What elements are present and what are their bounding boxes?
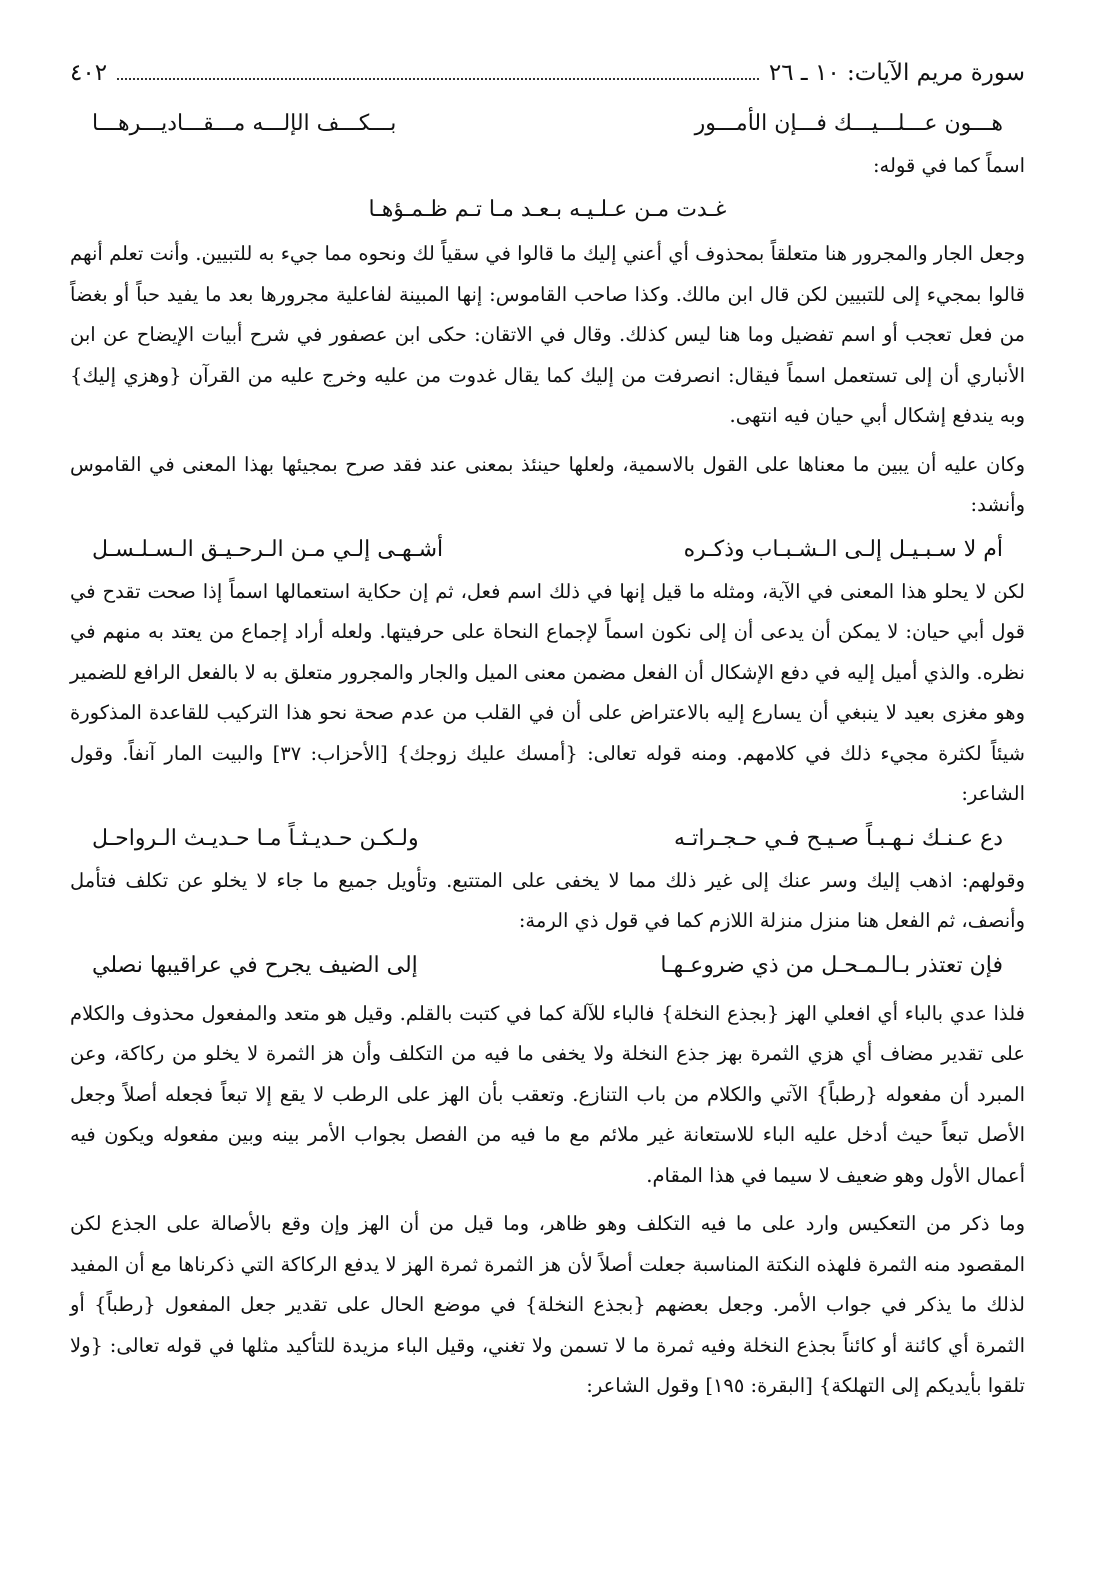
verse-second-hemistich: أشـهـى إلـي مـن الـرحـيـق الـسـلـسـل xyxy=(92,536,444,562)
verse-second-hemistich: ولـكـن حـديـثـاً مـا حـديـث الـرواحـل xyxy=(92,825,419,851)
poem-verse xyxy=(92,946,1003,986)
dotted-leader xyxy=(117,78,759,80)
running-title: سورة مريم الآيات: ١٠ ـ ٢٦ xyxy=(768,60,1025,86)
verse-first-hemistich: أم لا سـبـيـل إلـى الـشـبـاب وذكـره xyxy=(683,536,1003,562)
verse-second-hemistich: بـــكـــف الإلـــه مـــقـــاديـــرهـــا xyxy=(92,111,397,136)
page-number: ٤٠٢ xyxy=(70,60,108,86)
paragraph: وجعل الجار والمجرور هنا متعلقاً بمحذوف أي أعني إليك ما قالوا في سقياً لك ونحوه مما جيء به للتبيين. وأنت تعلم أنهم قالوا بمجيء إلى للتبيين لكن قال ابن مالك. وكذا صاحب القاموس: إنها المبينة لفاعلية مجرورها بعد ما يفيد حباً أو بغضاً من فعل تعجب أو اسم تفضيل وما هنا ليس كذلك. وقال في الاتقان: حكى ابن عصفور في شرح أبيات الإيضاح عن ابن الأنباري أن إلى تستعمل اسماً فيقال: انصرفت من إليك كما يقال غدوت من عليه وخرج عليه من القرآن {وهزي إليك} وبه يندفع إشكال أبي حيان فيه انتهى. xyxy=(70,242,1025,427)
paragraph: لكن لا يحلو هذا المعنى في الآية، ومثله ما قيل إنها في ذلك اسم فعل، ثم إن حكاية استعمالها اسماً إذا صحت تقدح في قول أبي حيان: لا يمكن أن يدعى أن إلى نكون اسماً لإجماع النحاة على حرفيتها. ولعله أراد إجماع من يعتد به منهم في نظره. والذي أميل إليه في دفع الإشكال أن الفعل مضمن معنى الميل والجار والمجرور متعلق به لا بالفعل الرافع للضمير وهو مغزى بعيد لا ينبغي أن يسارع إليه بالاعتراض على أن في القلب من عدم صحة نحو هذا التركيب للقاعدة المذكورة شيئاً لكثرة مجيء ذلك في كلامهم. ومنه قوله تعالى: {أمسك عليك زوجك} [الأحزاب: ٣٧] والبيت المار آنفاً. وقول الشاعر: xyxy=(70,579,1026,805)
verse-first-hemistich: هـــون عـــلـــيـــك فـــإن الأمـــور xyxy=(694,111,1003,136)
poem-verse xyxy=(92,819,1003,859)
verse-second-hemistich: إلى الضيف يجرح في عراقيبها نصلي xyxy=(92,952,418,978)
page-header xyxy=(70,60,1025,100)
poem-verse xyxy=(92,104,1003,144)
paragraph: وما ذكر من التعكيس وارد على ما فيه التكلف وهو ظاهر، وما قيل من أن الهز وإن وقع بالأصالة على الجذع لكن المقصود منه الثمرة فلهذه النكتة المناسبة جعلت أصلاً لأن هز الثمرة ثمرة الهز لا يدفع الركاكة التي ذكرناها مع أن المفيد لذلك ما يذكر في جواب الأمر. وجعل بعضهم {بجذع النخلة} في موضع الحال على تقدير جعل المفعول {رطباً} أو الثمرة أي كائنة أو كائناً بجذع النخلة وفيه ثمرة ما لا تسمن ولا تغني، وقيل الباء مزيدة للتأكيد مثلها في قوله تعالى: {ولا تلقوا بأيديكم إلى التهلكة} [البقرة: ١٩٥] وقول الشاعر: xyxy=(70,1212,1025,1397)
poem-line: غـدت مـن عـلـيـه بـعـد مـا تـم ظـمـؤهـا xyxy=(368,197,727,222)
page xyxy=(70,60,1025,1533)
paragraph: اسماً كما في قوله: xyxy=(872,154,1025,177)
verse-first-hemistich: فإن تعتذر بـالـمـحـل من ذي ضروعـهـا xyxy=(660,952,1003,978)
verse-first-hemistich: دع عـنـك نـهـبـاً صـيـح فـي حـجـراتـه xyxy=(673,825,1003,851)
poem-verse xyxy=(92,530,1003,570)
paragraph: وكان عليه أن يبين ما معناها على القول بالاسمية، ولعلها حينئذ بمعنى عند فقد صرح بمجيئها بهذا المعنى في القاموس وأنشد: xyxy=(70,452,1025,516)
paragraph: فلذا عدي بالباء أي افعلي الهز {بجذع النخلة} فالباء للآلة كما في كتبت بالقلم. وقيل هو متعد والمفعول محذوف والكلام على تقدير مضاف أي هزي الثمرة بهز جذع النخلة ولا يخفى ما فيه من التكلف وأن هز الثمرة لا يخلو من ركاكة، وعن المبرد أن مفعوله {رطباً} الآتي والكلام من باب التنازع. وتعقب بأن الهز على الرطب لا يقع إلا تبعاً فجعله أصلاً وجعل الأصل تبعاً حيث أدخل عليه الباء للاستعانة غير ملائم مع ما فيه من الفصل بجواب الأمر بينه وبين مفعوله ويكون فيه أعمال الأول وهو ضعيف لا سيما في هذا المقام. xyxy=(70,1001,1025,1187)
paragraph: وقولهم: اذهب إليك وسر عنك إلى غير ذلك مما لا يخفى على المتتبع. وتأويل جميع ما جاء لا يخلو عن تكلف فتأمل وأنصف، ثم الفعل هنا منزل منزلة اللازم كما في قول ذي الرمة: xyxy=(70,868,1025,932)
